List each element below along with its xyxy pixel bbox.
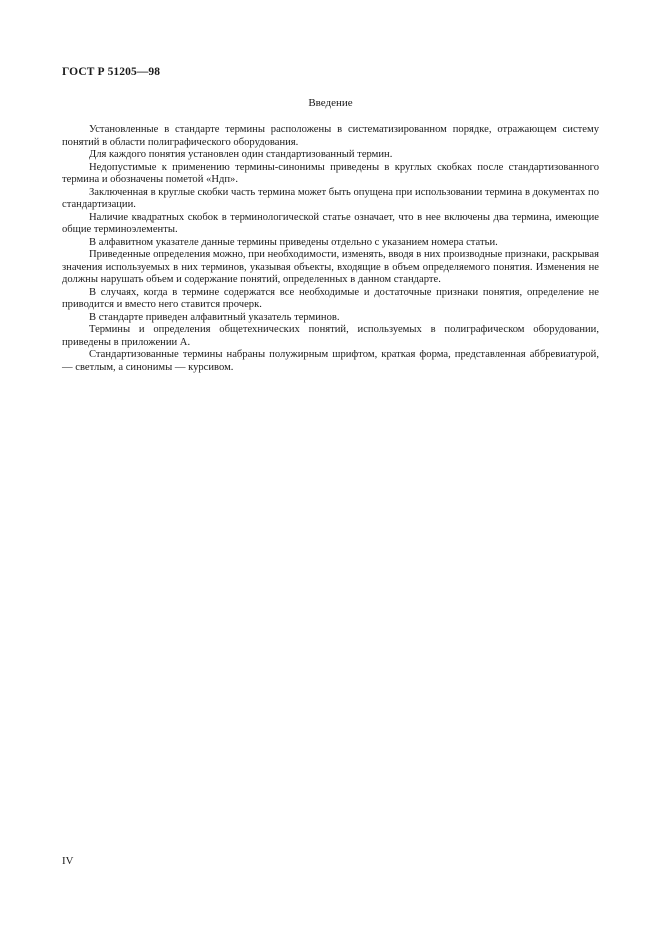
- paragraph: Недопустимые к применению термины-синонимы приведены в круглых скобках после стандартизованного термина и обозначены пометой «Ндп».: [62, 161, 599, 185]
- page-number: IV: [62, 855, 74, 867]
- paragraph: Для каждого понятия установлен один стандартизованный термин.: [89, 149, 393, 160]
- paragraph: В алфавитном указателе данные термины приведены отдельно с указанием номера статьи.: [89, 236, 498, 248]
- paragraph: Приведенные определения можно, при необходимости, изменять, вводя в них производные признаки, раскрывая значения используемых в них терминов, указывая объекты, входящие в объем определяемого понятия. Изменения не должны нарушать объем и содержание понятий, определенных в данном стандарте.: [62, 249, 599, 285]
- paragraph: В случаях, когда в термине содержатся все необходимые и достаточные признаки понятия, определение не приводится и вместо него ставится прочерк.: [62, 286, 599, 310]
- paragraph: Стандартизованные термины набраны полужирным шрифтом, краткая форма, представленная аббревиатурой, — светлым, а синонимы — курсивом.: [62, 349, 599, 373]
- section-title: Введение: [308, 97, 353, 109]
- paragraph: В стандарте приведен алфавитный указатель терминов.: [89, 311, 340, 323]
- paragraph: Заключенная в круглые скобки часть термина может быть опущена при использовании термина в документах по стандартизации.: [62, 186, 599, 210]
- paragraph: Установленные в стандарте термины расположены в систематизированном порядке, отражающем систему понятий в области полиграфического оборудования.: [62, 124, 599, 148]
- introduction-body: [62, 124, 599, 374]
- paragraph: Термины и определения общетехнических понятий, используемых в полиграфическом оборудовании, приведены в приложении А.: [62, 324, 599, 348]
- document-header: ГОСТ Р 51205—98: [62, 66, 161, 78]
- paragraph: Наличие квадратных скобок в терминологической статье означает, что в нее включены два термина, имеющие общие терминоэлементы.: [62, 211, 599, 235]
